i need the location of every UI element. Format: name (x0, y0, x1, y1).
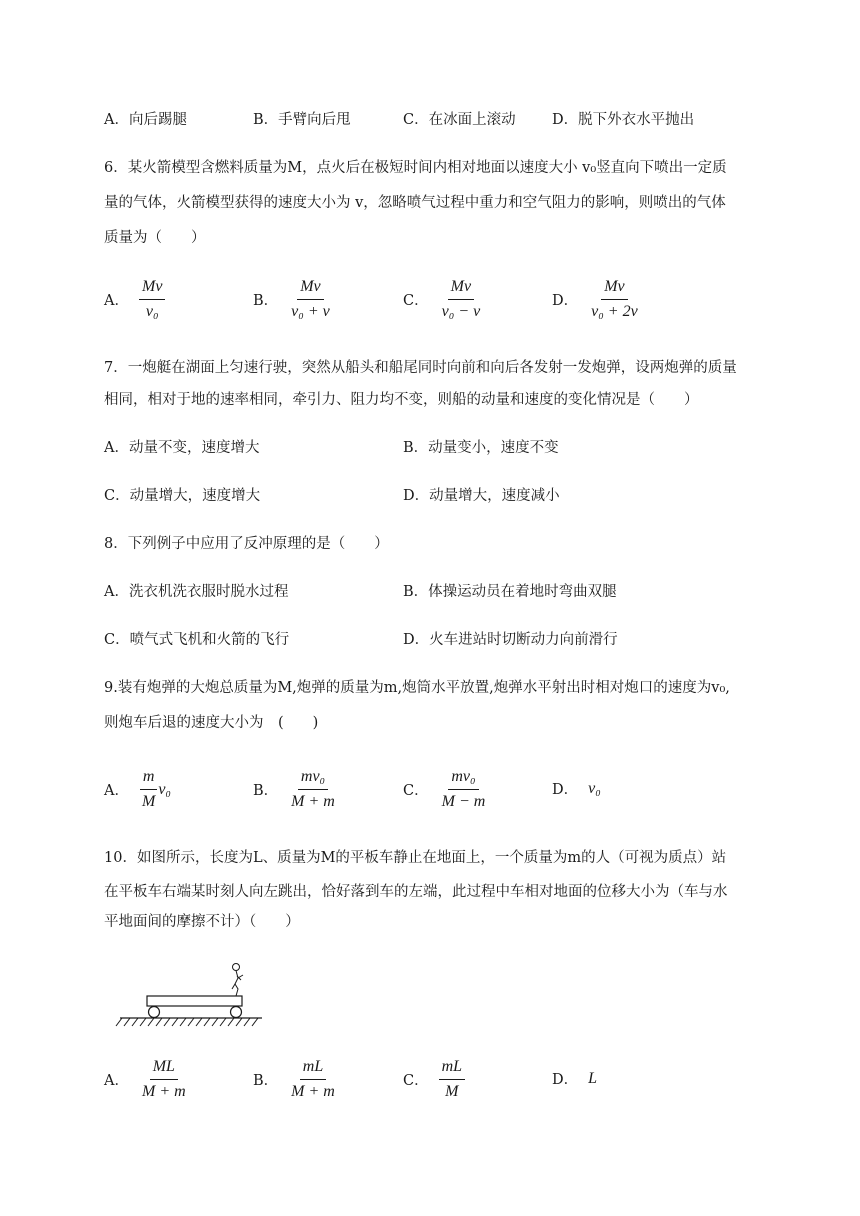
q9-stem-line2: 则炮车后退的速度大小为 ( ) (104, 715, 319, 731)
q7-option-b: B．动量变小，速度不变 (403, 440, 559, 456)
cart-wheel-right (231, 1007, 242, 1018)
q9-stem-line1: 9.装有炮弹的大炮总质量为M,炮弹的质量为m,炮筒水平放置,炮弹水平射出时相对炮口的速度为v₀, (104, 680, 730, 696)
q6-fraction-d: $\frac{Mv}{\text{v₀ + 2v}}$ (591, 278, 638, 320)
q8-stem: 8．下列例子中应用了反冲原理的是（ ） (104, 536, 389, 552)
ground-hatching (116, 1018, 258, 1026)
q6-fraction-a: $\frac{Mv}{\text{v₀}}$ (139, 278, 165, 321)
q6-stem-line1: 6．某火箭模型含燃料质量为M，点火后在极短时间内相对地面以速度大小 v₀竖直向下喷出一定质 (104, 160, 727, 176)
q9-option-d: D． v₀ (552, 779, 601, 798)
q5-option-d: D．脱下外衣水平抛出 (552, 112, 695, 128)
q10-option-a: A． $\frac{ML}{M + m}$ (104, 1058, 189, 1101)
q10-option-d: D． L (552, 1069, 598, 1088)
q9-fraction-b: $\frac{\text{mv₀}}{M + m}$ (291, 768, 335, 810)
q6-option-a: A． $\frac{Mv}{\text{v₀}}$ (104, 278, 165, 321)
q7-option-d: D．动量增大，速度减小 (403, 488, 560, 504)
q8-option-d: D．火车进站时切断动力向前滑行 (403, 632, 618, 648)
q10-fraction-b: $\frac{mL}{M + m}$ (291, 1058, 335, 1100)
q10-stem-line3: 平地面间的摩擦不计）（ ） (104, 914, 300, 930)
q7-option-c: C．动量增大，速度增大 (104, 488, 261, 504)
q10-option-b: B． $\frac{mL}{M + m}$ (253, 1058, 338, 1101)
q10-fraction-c: $\frac{mL}{M}$ (439, 1058, 465, 1101)
q8-option-b: B．体操运动员在着地时弯曲双腿 (403, 584, 617, 600)
person-figure (232, 964, 243, 997)
q5-option-b: B．手臂向后甩 (253, 112, 351, 128)
q7-option-a: A．动量不变，速度增大 (104, 440, 260, 456)
q9-option-c: C． $\frac{\text{mv₀}}{M - m}$ (403, 768, 488, 811)
q9-option-a: A． $\frac{m}{M}$ v₀ (104, 768, 171, 810)
q9-fraction-a: $\frac{m}{M}$ (139, 768, 158, 811)
cart-platform (147, 996, 242, 1006)
q6-stem-line3: 质量为（ ） (104, 230, 206, 246)
q8-option-c: C．喷气式飞机和火箭的飞行 (104, 632, 290, 648)
q9-fraction-c: $\frac{\text{mv₀}}{M - m}$ (441, 768, 486, 810)
q6-option-c: C． $\frac{Mv}{\text{v₀ − v}}$ (403, 278, 483, 321)
cart-diagram (112, 956, 267, 1032)
cart-wheel-left (149, 1007, 160, 1018)
q5-option-c: C．在冰面上滚动 (403, 112, 516, 128)
q8-option-a: A．洗衣机洗衣服时脱水过程 (104, 584, 289, 600)
q6-stem-line2: 量的气体，火箭模型获得的速度大小为 v，忽略喷气过程中重力和空气阻力的影响，则喷出的气体 (104, 195, 726, 211)
q7-stem-line2: 相同，相对于地的速率相同，牵引力、阻力均不变，则船的动量和速度的变化情况是（ ） (104, 392, 699, 408)
q7-stem-line1: 7．一炮艇在湖面上匀速行驶，突然从船头和船尾同时向前和向后各发射一发炮弹，设两炮弹的质量 (104, 360, 737, 376)
q6-option-b: B． $\frac{Mv}{\text{v₀ + v}}$ (253, 278, 333, 321)
q10-stem-line1: 10．如图所示，长度为L、质量为M的平板车静止在地面上，一个质量为m的人（可视为质点）站 (104, 850, 727, 866)
q9-option-b: B． $\frac{\text{mv₀}}{M + m}$ (253, 768, 338, 811)
q10-stem-line2: 在平板车右端某时刻人向左跳出，恰好落到车的左端，此过程中车相对地面的位移大小为（车与水 (104, 884, 728, 900)
q5-option-a: A．向后踢腿 (104, 112, 187, 128)
q6-fraction-c: $\frac{Mv}{\text{v₀ − v}}$ (441, 278, 481, 320)
q6-fraction-b: $\frac{Mv}{\text{v₀ + v}}$ (291, 278, 330, 320)
q10-fraction-a: $\frac{ML}{M + m}$ (141, 1058, 186, 1100)
q6-option-d: D． $\frac{Mv}{\text{v₀ + 2v}}$ (552, 278, 641, 321)
q10-option-c: C． $\frac{mL}{M}$ (403, 1058, 465, 1101)
